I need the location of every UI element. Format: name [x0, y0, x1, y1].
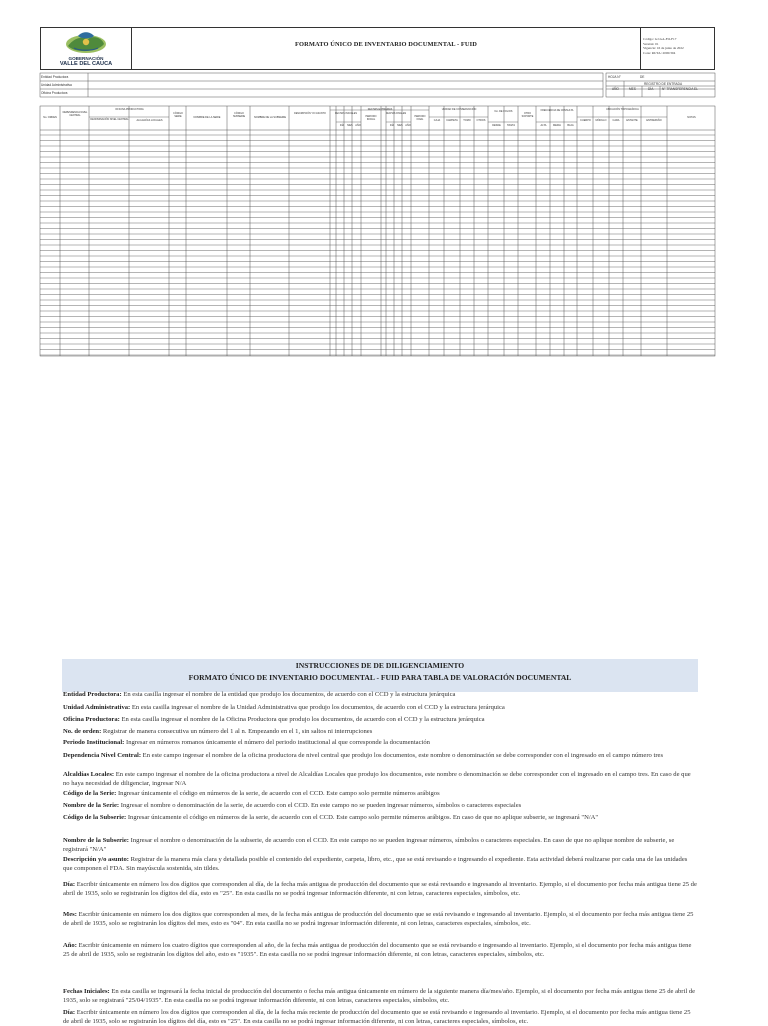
instruction-text: Ingresar el nombre o denominación de la serie, de acuerdo con el CCD. En este campo no se pueden ingresar números, símbolos o caracteres especiales: [119, 802, 522, 809]
instruction-item: [63, 880, 697, 898]
instruction-text: Registrar de la manera más clara y detallada posible el contenido del expediente, carpeta, libro, etc., que se está revisando e ingresando el expediente. Esta actividad deberá realizarse por cada una de las unidades que componen el FDA. Sin mayúscula sostenida, sin tildes.: [63, 856, 688, 873]
instruction-item: [63, 801, 697, 810]
col-codigo-subserie: CÓDIGO SUBSERIE: [232, 112, 246, 118]
label-dia: DÍA: [648, 87, 654, 91]
instruction-label: Descripción y/o asunto:: [63, 856, 129, 863]
instruction-text: Ingresar únicamente el código en números de la serie, de acuerdo con el CCD. Este campo solo permite números arábigos: [116, 790, 440, 797]
instruction-label: Entidad Productora:: [63, 691, 122, 698]
label-entidad: Entidad Productora: [41, 74, 69, 79]
col-frecuencia: FRECUENCIA DE CONSULTA: [540, 109, 574, 112]
col-caja: CAJA: [433, 119, 441, 122]
instruction-item: [63, 1008, 697, 1026]
instruction-item: [63, 987, 697, 1005]
instruction-item: [63, 855, 697, 873]
col-cuerpo: CUERPO: [580, 119, 591, 122]
label-nt: N° TRANSFERENCIA EL: [662, 87, 698, 91]
col-otros: OTROS: [476, 119, 486, 122]
col-ano-ini: AÑO: [355, 124, 361, 127]
col-alta: ALTA: [540, 124, 547, 127]
instruction-label: Periodo Institucional:: [63, 739, 125, 746]
col-ubicacion: UBICACIÓN TOPOGRÁFICA: [606, 108, 639, 111]
instruction-text: Ingresar únicamente el código en números de la serie, de acuerdo con el CCD. Este campo solo permite números arábigos. En caso de que no aplique subserie, se ingresará "N/A": [126, 814, 599, 821]
instruction-item: [63, 813, 697, 822]
instruction-item: [63, 715, 697, 724]
col-soporte: OTRO SOPORTE: [521, 112, 534, 118]
instruction-text: En esta casilla ingresar el nombre de la entidad que produjo los documentos, de acuerdo con el CCD y la estructura jerárquica: [121, 691, 456, 698]
instruction-item: [63, 941, 697, 959]
instruction-label: Fechas Iniciales:: [63, 988, 110, 995]
instruction-item: [63, 789, 697, 798]
instruction-item: [63, 770, 697, 788]
meta-route: Cons: RUTA: 2000/304: [643, 50, 676, 55]
instruction-label: Día:: [63, 1009, 76, 1016]
instruction-text: En esta casilla ingresar el nombre de la Unidad Administrativa que produjo los documentos, de acuerdo con el CCD y la estructura jerárquica: [130, 704, 505, 711]
instruction-label: Unidad Administrativa:: [63, 704, 131, 711]
label-hoja: HOJA N°: [608, 75, 621, 79]
instruction-item: [63, 910, 697, 928]
instruction-item: [63, 738, 697, 747]
col-mes-fin: MES: [397, 124, 403, 127]
instruction-item: [63, 727, 697, 736]
meta-validity: Vigencia: 16 de junio de 2022: [643, 46, 684, 51]
col-orden: No. ORDEN: [43, 116, 57, 119]
col-fechas-iniciales: FECHAS INICIALES: [335, 112, 357, 115]
instruction-text: Registrar de manera consecutiva un número del 1 al n. Empezando en el 1, sin saltos ni interrupciones: [101, 728, 373, 735]
instruction-item: [63, 836, 697, 854]
instruction-label: No. de orden:: [63, 728, 102, 735]
instruction-text: En esta casilla ingresar el nombre de la Oficina Productora que produjo los documentos, de acuerdo con el CCD y la estructura jerárquica: [119, 716, 485, 723]
instruction-label: Mes:: [63, 911, 77, 918]
logo-line2: VALLE DEL CAUCA: [59, 61, 113, 67]
instruction-label: Alcaldías Locales:: [63, 771, 115, 778]
col-no-folios: No. DE FOLIOS: [494, 110, 513, 113]
col-baja: BAJA: [567, 124, 574, 127]
instruction-item: [63, 751, 697, 760]
col-nombre-subserie: NOMBRE DE LA SUBSERIE: [253, 116, 287, 119]
col-descripcion: DESCRIPCIÓN Y/O ASUNTO: [294, 112, 326, 115]
col-dia-fin: DÍA: [389, 124, 395, 127]
col-fechas-finales: FECHAS FINALES: [385, 112, 407, 115]
inventory-grid: [0, 0, 768, 360]
instruction-label: Día:: [63, 881, 76, 888]
instructions-title: INSTRUCCIONES DE DE DILIGENCIAMIENTO: [295, 661, 465, 670]
col-oficina-productora: OFICINA PRODUCTORA: [115, 108, 144, 111]
instruction-text: En esta casilla se ingresará la fecha inicial de producción del documento o fecha más antigua únicamente en número de la siguiente manera día/mes/año. Ejemplo, si el documento por fecha más antigua tiene 25 de abril de 1935, solo se registrará "25/04/1935". En esta casilla no se podrá ingresar información diferente, ni con letras, caracteres especiales, símbolos, etc.: [63, 988, 696, 1005]
logo-line1: GOBERNACIÓN: [68, 56, 104, 61]
col-cara: CARA: [612, 119, 620, 122]
col-periodo-final: PERIODO FINAL: [414, 115, 426, 121]
instruction-label: Código de la Serie:: [63, 790, 117, 797]
col-estante: ESTANTE: [626, 119, 638, 122]
meta-version: Versión: 01: [643, 41, 659, 46]
instruction-text: Escribir únicamente en número los dos dígitos que corresponden al día, de la fecha más antigua de producción del documento que se está revisando e ingresando al inventario. Ejemplo, si el documento por fecha más antigua tiene 25 de abril de 1935, solo se registrarán los dígitos del día, esto es "25". En esta casilla no se podrá ingresar información diferente, ni con letras, caracteres especiales, símbolos, etc.: [63, 881, 697, 898]
instruction-text: Escribir únicamente en número los cuatro dígitos que corresponden al año, de la fecha más antigua de producción del documento que se está revisando e ingresando al inventario. Ejemplo, si el documento por fecha más antigua tiene 25 de abril de 1935, solo se registrarán los dígitos del año, esto es "1935". En esta casilla no se podrá ingresar información diferente, ni con letras, caracteres especiales, símbolos, etc.: [63, 942, 692, 959]
col-unidad-conservacion: UNIDAD DE CONSERVACIÓN: [441, 108, 477, 111]
instruction-text: Ingresar en números romanos únicamente el número del periodo institucional al que corresponde la documentación: [124, 739, 430, 746]
instruction-label: Nombre de la Subserie:: [63, 837, 129, 844]
instruction-item: [63, 703, 697, 712]
instruction-text: Ingresar el nombre o denominación de la subserie, de acuerdo con el CCD. En este campo no se pueden ingresar números, símbolos o caracteres especiales. En caso de que no aplique nombre de subserie, se registrará "N/A": [63, 837, 675, 854]
label-unidad: Unidad Administrativa: [41, 82, 72, 87]
col-denominacion-central: DENOMINACIÓN NIVEL CENTRAL: [90, 118, 129, 121]
col-periodo-inicial: PERIODO INICIAL: [365, 115, 377, 121]
instruction-item: [63, 690, 697, 699]
col-alcaldias: ALCALDÍAS LOCALES: [136, 119, 163, 122]
instruction-label: Nombre de la Serie:: [63, 802, 120, 809]
col-fechas-extremas: FECHAS EXTREMAS: [367, 108, 393, 111]
instruction-text: Escribir únicamente en número los dos dígitos que corresponden al mes, de la fecha más antigua de producción del documento que se está revisando e ingresando al inventario. Ejemplo, si el documento por fecha más antigua tiene 25 de abril de 1935, solo se registrarán los dígitos del mes, esto es "04". En esta casilla no se podrá ingresar información diferente, ni con letras, caracteres especiales, símbolos, etc.: [63, 911, 694, 928]
instruction-label: Código de la Subserie:: [63, 814, 127, 821]
instruction-label: Año:: [63, 942, 77, 949]
instruction-text: En este campo ingresar el nombre de la oficina productora a nivel de Alcaldías Locales que produjo los documentos, este nombre o denominación se debe corresponder con el ingresado en el campo tres. En caso de que no haya necesidad de diligenciar, ingresar N/A: [63, 771, 691, 788]
col-codigo-serie: CÓDIGO SERIE: [173, 112, 183, 118]
col-desde: DESDE: [492, 124, 501, 127]
col-dependencia: DEPENDENCIA NIVEL CENTRAL: [62, 111, 88, 117]
col-carpeta: CARPETA: [446, 119, 458, 122]
col-dia-ini: DÍA: [339, 124, 345, 127]
label-oficina: Oficina Productora: [41, 90, 68, 95]
instructions-subtitle: FORMATO ÚNICO DE INVENTARIO DOCUMENTAL - FUID PARA TABLA DE VALORACIÓN DOCUMENTAL: [188, 673, 572, 682]
instruction-text: Escribir únicamente en número los dos dígitos que corresponden al día, de la fecha más reciente de producción del documento que se está revisando e ingresando al inventario. Ejemplo, si el documento por fecha más antigua tiene 25 de abril de 1935, solo se registrarán los dígitos del día, esto es "25". En esta casilla no se podrá ingresar información diferente, ni con letras, caracteres especiales, símbolos, etc.: [63, 1009, 691, 1026]
col-mes-ini: MES: [347, 124, 353, 127]
instruction-label: Oficina Productora:: [63, 716, 120, 723]
meta-code: Código: GJ-GA-FO-F17: [643, 37, 677, 41]
label-ano: AÑO: [612, 87, 619, 91]
col-notas: NOTAS: [687, 116, 696, 119]
instruction-text: En este campo ingresar el nombre de la oficina productora de nivel central que produjo los documentos, este nombre o denominación se debe corresponder con el ingresado en el campo número tres: [141, 752, 664, 759]
col-nombre-serie: NOMBRE DE LA SERIE: [193, 116, 221, 119]
col-modulo: MÓDULO: [595, 119, 607, 122]
col-tomo: TOMO: [463, 119, 471, 122]
col-ano-fin: AÑO: [405, 124, 411, 127]
col-hasta: HASTA: [506, 124, 516, 127]
label-registro: REGISTRO DE ENTRADA: [644, 81, 683, 86]
col-entrepano: ENTREPAÑO: [646, 119, 662, 122]
form-title: FORMATO ÚNICO DE INVENTARIO DOCUMENTAL - FUID: [295, 41, 477, 48]
label-de: DE: [640, 75, 645, 79]
instruction-label: Dependencia Nivel Central:: [63, 752, 142, 759]
col-media: MEDIA: [553, 124, 561, 127]
label-mes: MES: [629, 87, 636, 91]
